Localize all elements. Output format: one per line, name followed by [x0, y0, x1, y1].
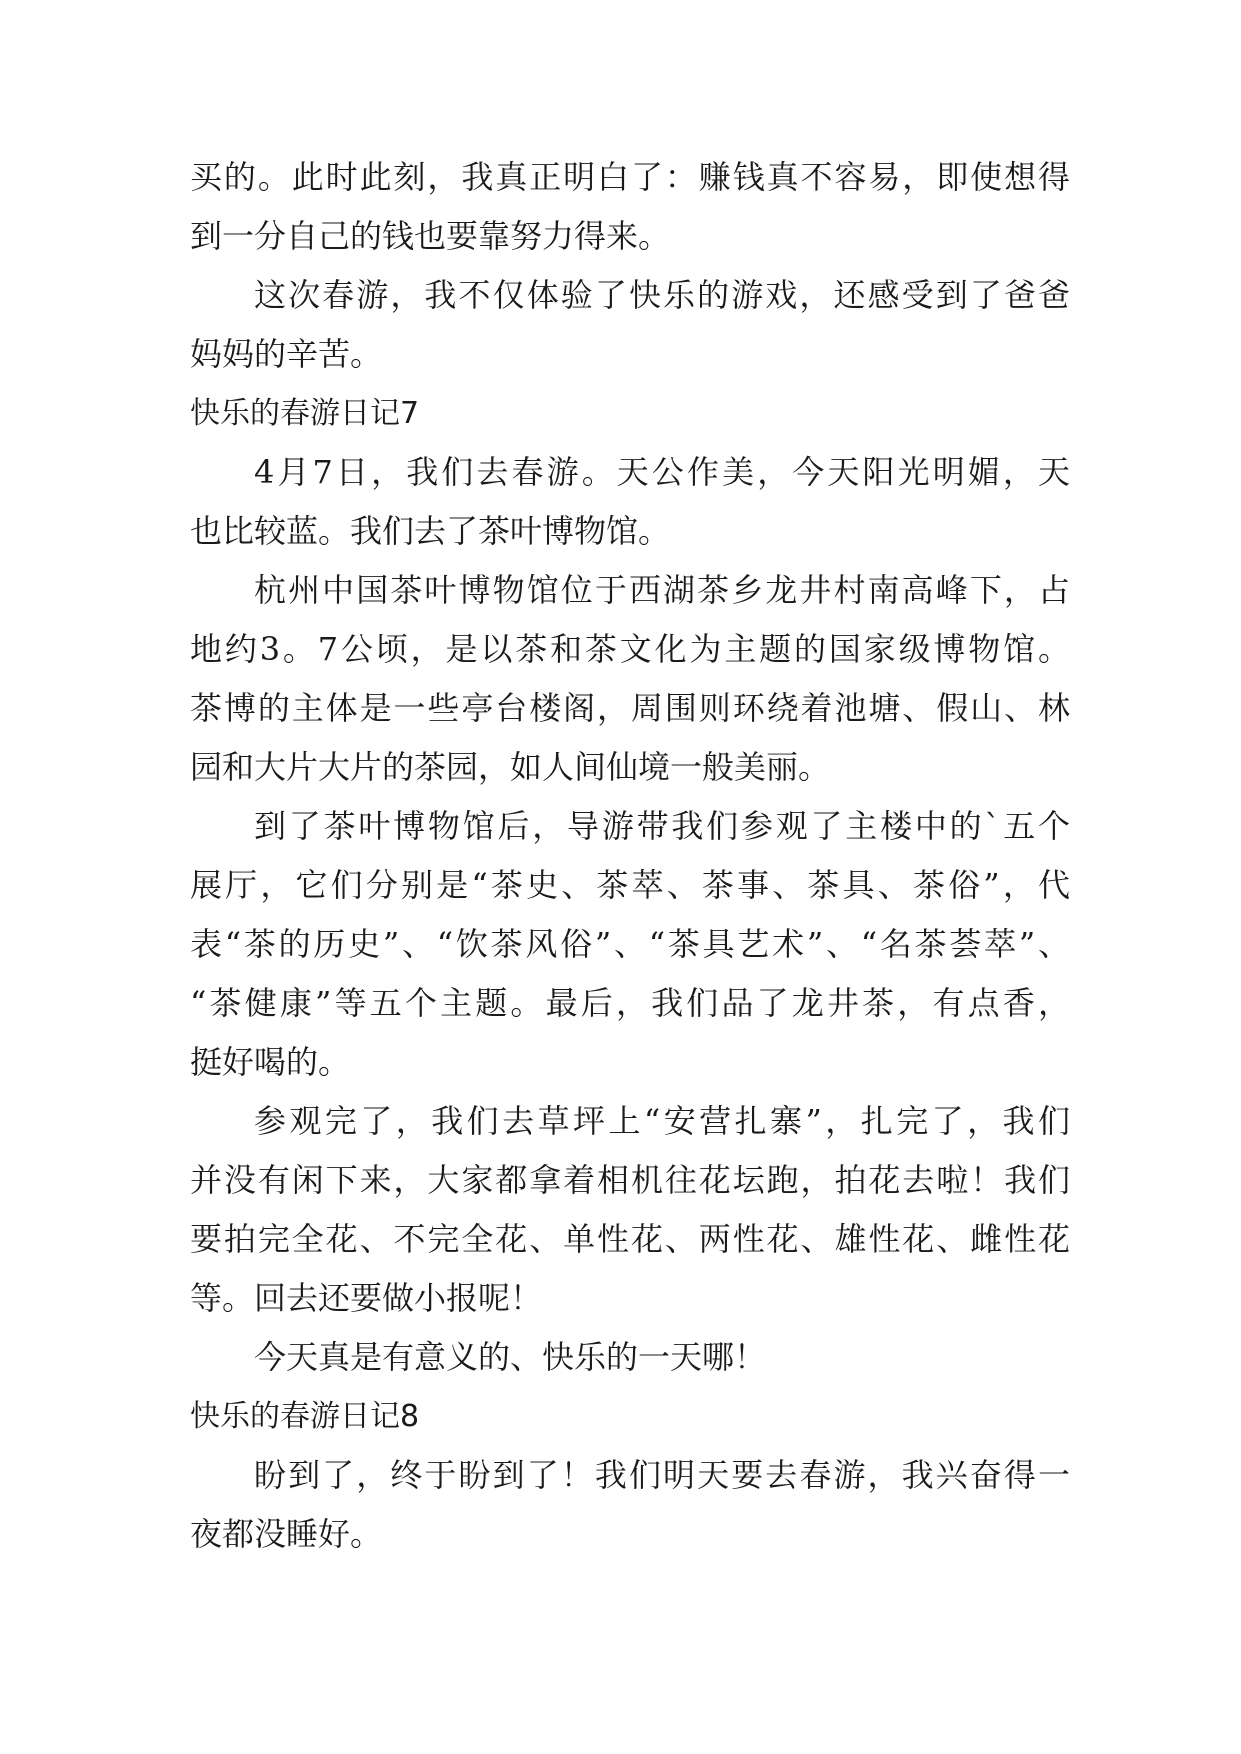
paragraph-line: 挺好喝的。 [190, 1043, 351, 1081]
paragraph-line: 茶博的主体是一些亭台楼阁，周围则环绕着池塘、假山、林 [190, 689, 1070, 727]
paragraph-line: 表“茶的历史”、“饮茶风俗”、“茶具艺术”、“名茶荟萃”、 [190, 925, 1070, 963]
paragraph-line: 要拍完全花、不完全花、单性花、两性花、雄性花、雌性花 [190, 1220, 1070, 1258]
paragraph-line: 杭州中国茶叶博物馆位于西湖茶乡龙井村南高峰下，占 [254, 571, 1070, 609]
paragraph-line: 妈妈的辛苦。 [190, 335, 383, 373]
paragraph-line: 并没有闲下来，大家都拿着相机往花坛跑，拍花去啦！我们 [190, 1161, 1070, 1199]
section-heading: 快乐的春游日记8 [190, 1399, 420, 1434]
paragraph-line: 盼到了，终于盼到了！我们明天要去春游，我兴奋得一 [254, 1456, 1070, 1494]
paragraph-line: 今天真是有意义的、快乐的一天哪！ [254, 1338, 767, 1376]
document-body [190, 148, 1070, 1564]
section-heading: 快乐的春游日记7 [190, 396, 420, 431]
paragraph-line: 地约3。7公顷，是以茶和茶文化为主题的国家级博物馆。 [190, 630, 1070, 668]
paragraph-line: “茶健康”等五个主题。最后，我们品了龙井茶，有点香， [190, 984, 1070, 1022]
paragraph-line: 也比较蓝。我们去了茶叶博物馆。 [190, 512, 671, 550]
paragraph-line: 买的。此时此刻，我真正明白了：赚钱真不容易，即使想得 [190, 158, 1070, 196]
paragraph-line: 到一分自己的钱也要靠努力得来。 [190, 217, 671, 255]
paragraph-line: 这次春游，我不仅体验了快乐的游戏，还感受到了爸爸 [254, 276, 1070, 314]
paragraph-line: 园和大片大片的茶园，如人间仙境一般美丽。 [190, 748, 831, 786]
paragraph-line: 参观完了，我们去草坪上“安营扎寨”，扎完了，我们 [254, 1102, 1070, 1140]
paragraph-line: 等。回去还要做小报呢！ [190, 1279, 543, 1317]
paragraph-line: 夜都没睡好。 [190, 1515, 383, 1553]
paragraph-line: 4月7日，我们去春游。天公作美，今天阳光明媚，天 [254, 453, 1070, 491]
paragraph-line: 展厅，它们分别是“茶史、茶萃、茶事、茶具、茶俗”，代 [190, 866, 1070, 904]
paragraph-line: 到了茶叶博物馆后，导游带我们参观了主楼中的`五个 [254, 807, 1070, 845]
